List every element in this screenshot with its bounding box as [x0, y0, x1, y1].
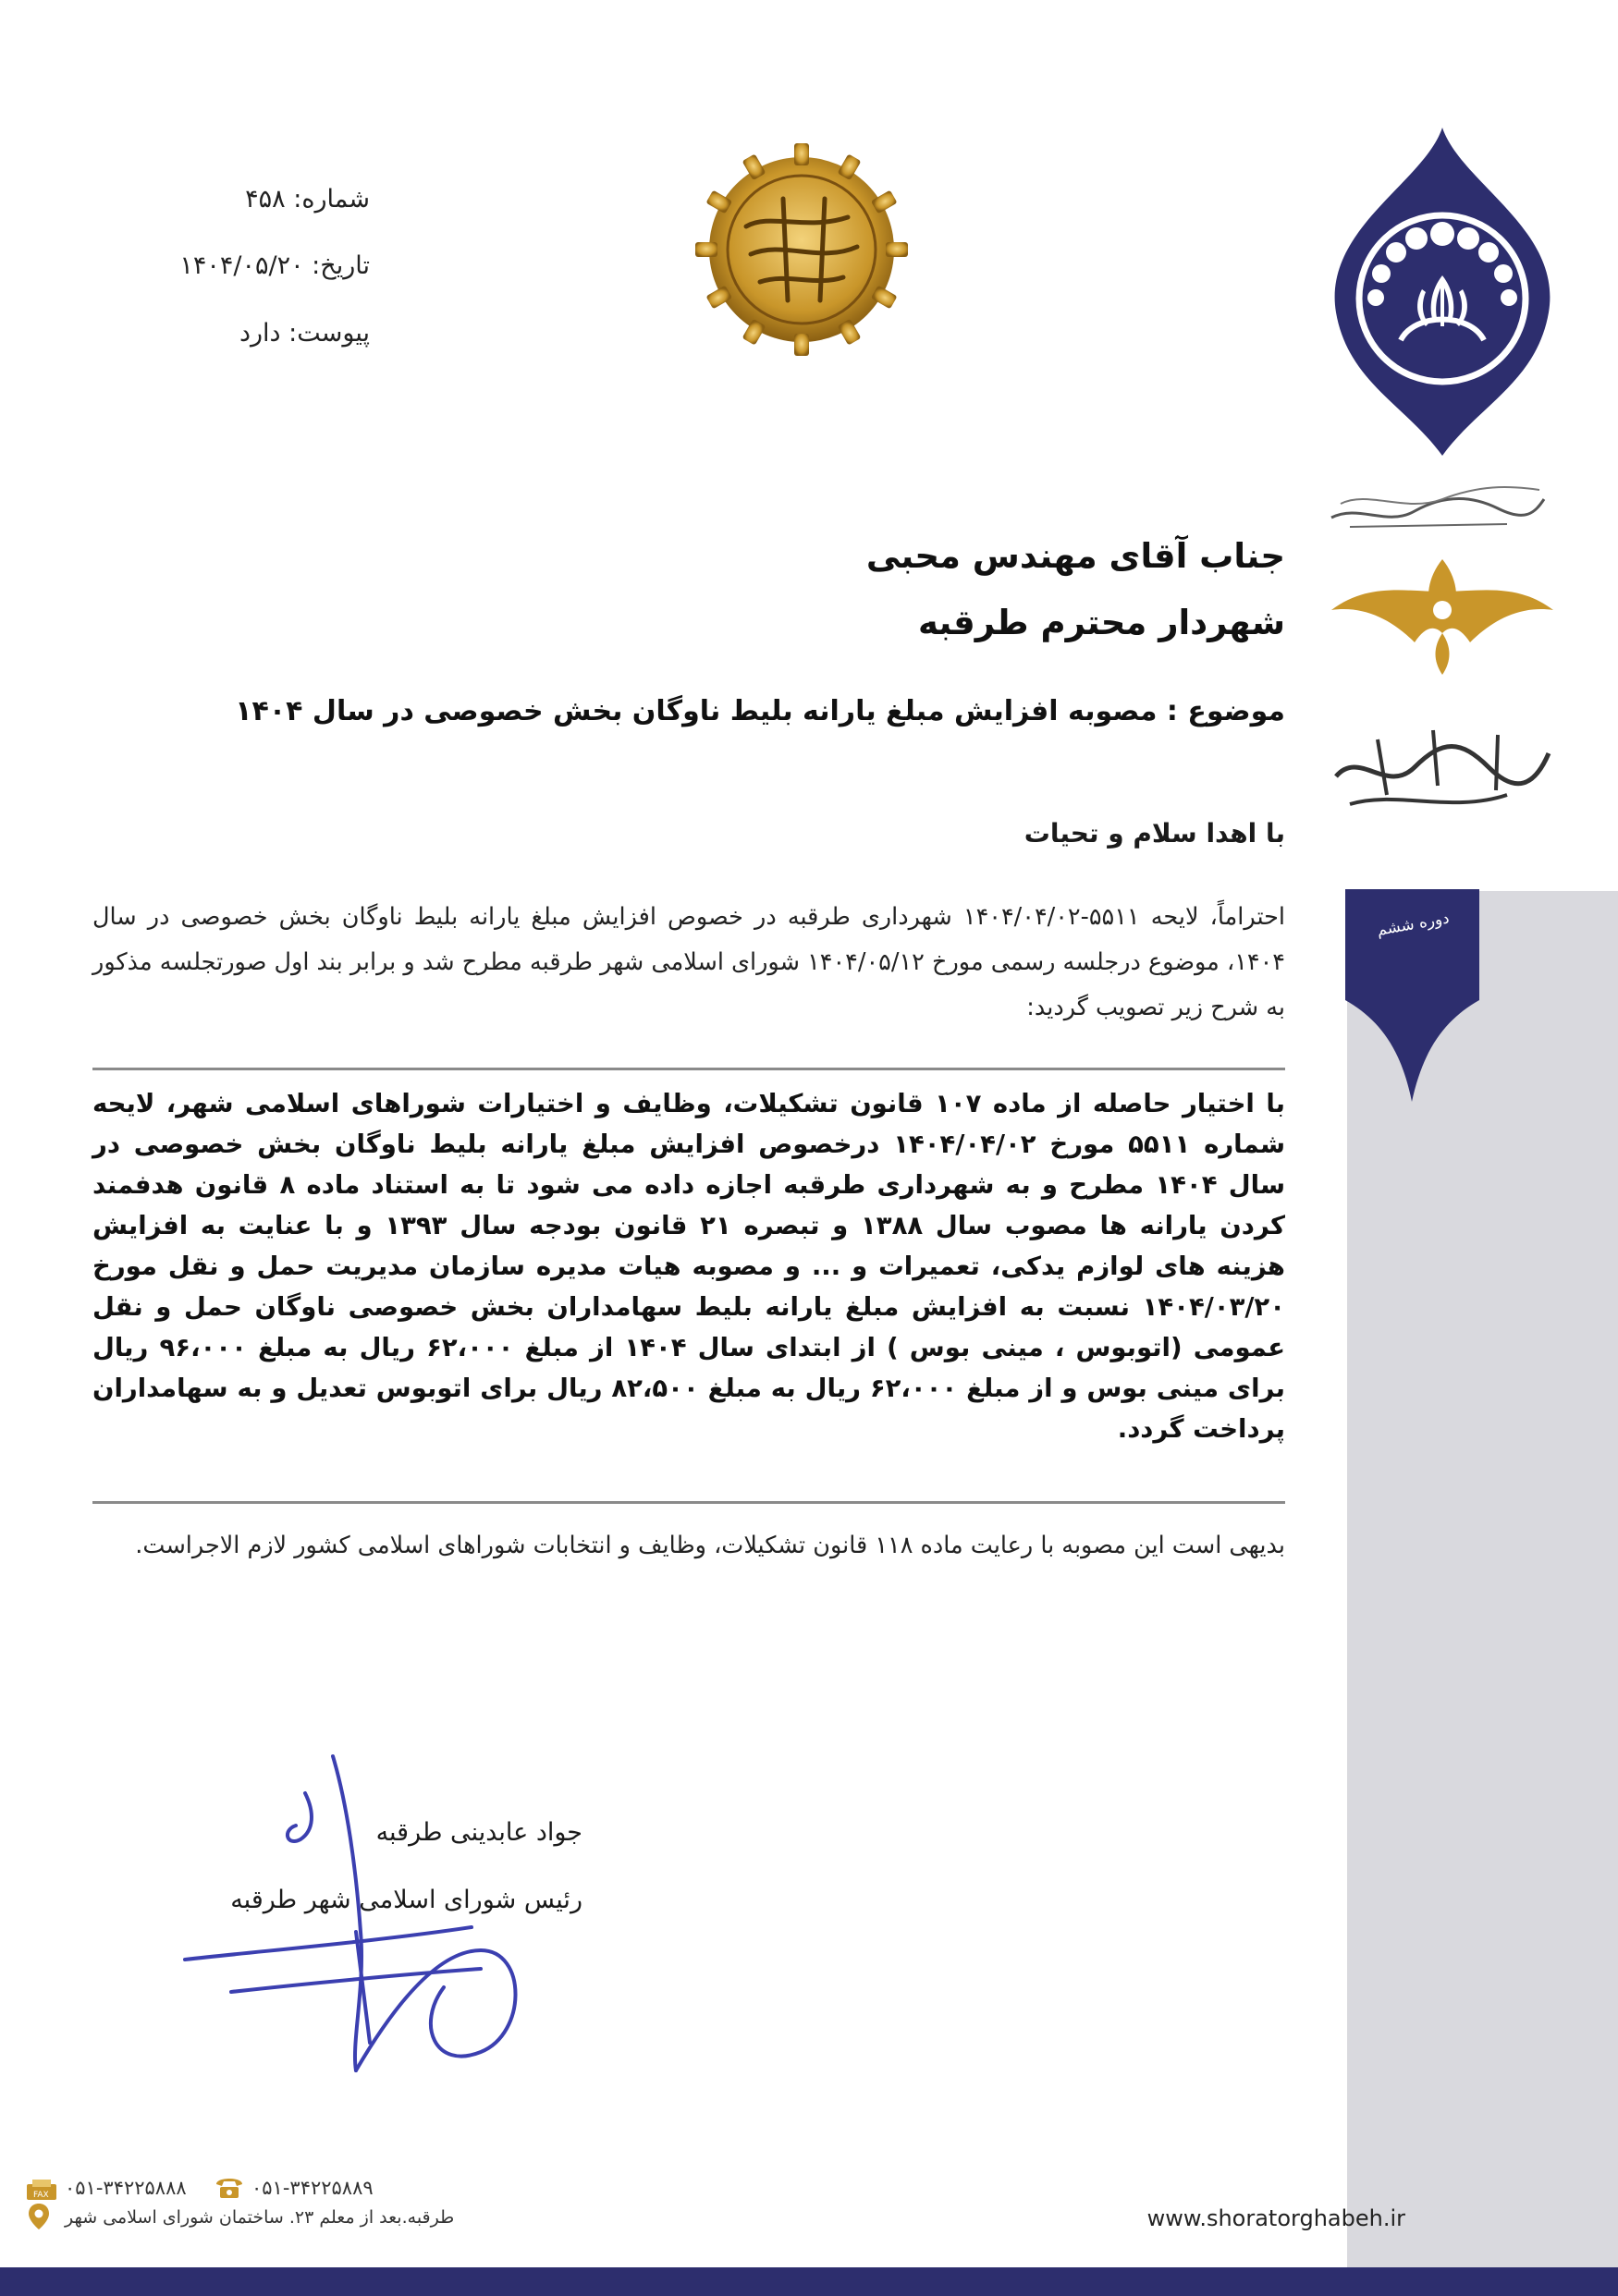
letter-date [92, 251, 370, 280]
motto-calligraphy [1322, 476, 1553, 536]
body-intro: احتراماً، لایحه ۵۵۱۱-۱۴۰۴/۰۴/۰۲ شهرداری طرقبه در خصوص افزایش مبلغ یارانه بلیط ناوگان بخش خصوصی در سال ۱۴۰۴، موضوع درجلسه رسمی مورخ ۱۴۰۴/۰۵/۱۲ شورای اسلامی شهر طرقبه مطرح شد و برابر بند اول صورتجلسه مذکور به شرح زیر تصویب گردید: [92, 903, 1285, 1021]
letter-number [92, 185, 370, 214]
letter-number-value: ۴۵۸ [245, 185, 286, 214]
letter-attachment-label: پیوست: [288, 319, 370, 348]
fax-icon [26, 2179, 57, 2201]
period-label: دوره ششم [1375, 909, 1451, 940]
letter-date-value: ۱۴۰۴/۰۵/۲۰ [179, 251, 304, 280]
phone-number: ۰۵۱-۳۴۲۲۵۸۸۹ [251, 2177, 374, 2199]
bottom-bar [0, 2267, 1618, 2296]
body-closing: بدیهی است این مصوبه با رعایت ماده ۱۱۸ قانون تشکیلات، وظایف و انتخابات شوراهای اسلامی کشور لازم الاجراست. [135, 1532, 1285, 1559]
website-link[interactable]: www.shoratorghabeh.ir [1146, 2205, 1405, 2231]
gold-seal [695, 143, 908, 356]
letter-attachment [92, 319, 370, 348]
phone-icon [215, 2175, 244, 2199]
letter-number-label: شماره: [293, 185, 370, 214]
divider-bottom [92, 1501, 1285, 1504]
signer-name: جواد عابدینی طرقبه [375, 1818, 582, 1847]
location-pin-icon [28, 2203, 50, 2230]
recipient-line-1: جناب آقای مهندس محبی [865, 536, 1285, 576]
greeting: با اهدا سلام و تحیات [1024, 818, 1285, 849]
divider-top [92, 1068, 1285, 1070]
subject: موضوع : مصوبه افزایش مبلغ یارانه بلیط ناوگان بخش خصوصی در سال ۱۴۰۴ [235, 695, 1285, 727]
emblem-logo [1322, 128, 1563, 456]
fax-number: ۰۵۱-۳۴۲۲۵۸۸۸ [65, 2177, 187, 2199]
footer-address: طرقبه.بعد از معلم ۲۳. ساختمان شورای اسلامی شهر [65, 2207, 455, 2228]
gold-ornament [1322, 555, 1563, 679]
recipient-line-2: شهردار محترم طرقبه [917, 603, 1285, 642]
body-resolution: با اختیار حاصله از ماده ۱۰۷ قانون تشکیلات، وظایف و اختیارات شوراهای اسلامی شهر، لایحه شماره ۵۵۱۱ مورخ ۱۴۰۴/۰۴/۰۲ درخصوص افزایش مبلغ یارانه بلیط ناوگان بخش خصوصی در سال ۱۴۰۴ مطرح و به شهرداری طرقبه اجازه داده می شود تا به استناد ماده ۸ قانون هدفمند کردن یارانه ها مصوب سال ۱۳۸۸ و تبصره ۲۱ قانون بودجه سال ۱۳۹۳ و با عنایت به افزایش هزینه های لوازم یدکی، تعمیرات و ... و مصوبه هیات مدیره سازمان مدیریت حمل و نقل مورخ ۱۴۰۴/۰۳/۲۰ نسبت به افزایش مبلغ یارانه بلیط سهامداران بخش خصوصی ناوگان حمل و نقل عمومی (اتوبوس ، مینی بوس ) از ابتدای سال ۱۴۰۴ از مبلغ ۶۲،۰۰۰ ریال به مبلغ ۹۶،۰۰۰ ریال برای مینی بوس و از مبلغ ۶۲،۰۰۰ ریال به مبلغ ۸۲،۵۰۰ ریال برای اتوبوس تعدیل و به سهامداران پرداخت گردد. [92, 1089, 1286, 1444]
letter-attachment-value: دارد [239, 319, 281, 348]
sidebar-strip [1347, 891, 1618, 2296]
letter-date-label: تاریخ: [312, 251, 370, 280]
signer-title: رئیس شورای اسلامی شهر طرقبه [230, 1886, 582, 1914]
council-calligraphy [1322, 702, 1563, 832]
svg-text:FAX: FAX [33, 2191, 49, 2200]
